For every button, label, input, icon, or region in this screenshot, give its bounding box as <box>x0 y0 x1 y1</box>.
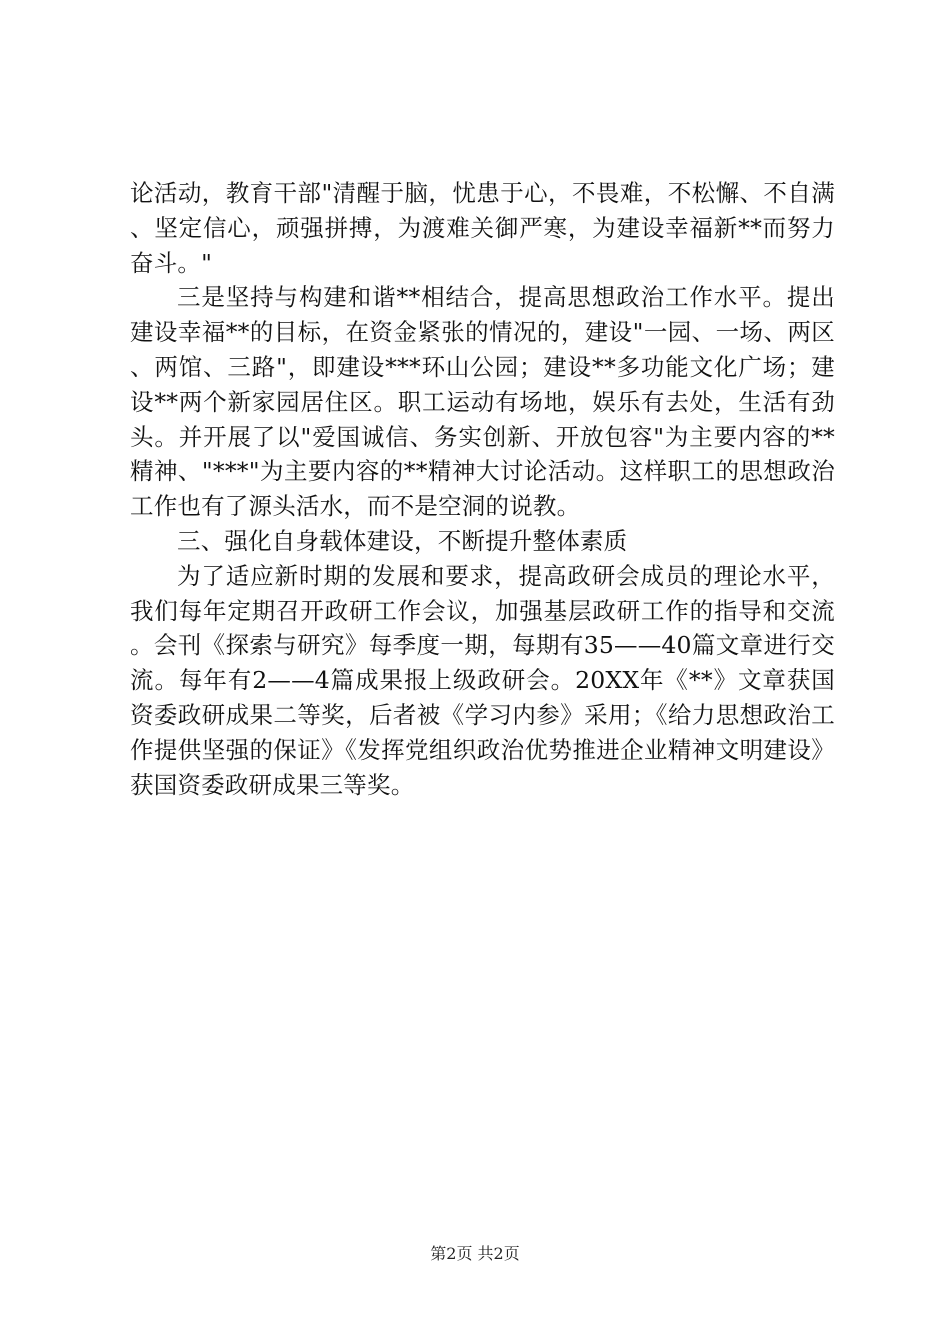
paragraph-3: 为了适应新时期的发展和要求，提高政研会成员的理论水平，我们每年定期召开政研工作会议，加强基层政研工作的指导和交流。会刊《探索与研究》每季度一期，每期有35——40篇文章进行交流。每年有2——4篇成果报上级政研会。20XX年《**》文章获国资委政研成果二等奖，后者被《学习内参》采用；《给力思想政治工作提供坚强的保证》《发挥党组织政治优势推进企业精神文明建设》获国资委政研成果三等奖。 <box>130 561 835 799</box>
section-heading: 三、强化自身载体建设，不断提升整体素质 <box>177 526 628 555</box>
paragraph-1: 论活动，教育干部"清醒于脑，忧患于心，不畏难，不松懈、不自满、坚定信心，顽强拼搏，为渡难关御严寒，为建设幸福新**而努力奋斗。" <box>130 179 835 277</box>
page-footer: 第2页 共2页 <box>430 1244 520 1263</box>
document-body <box>130 176 835 802</box>
paragraph-2: 三是坚持与构建和谐**相结合，提高思想政治工作水平。提出建设幸福**的目标，在资金紧张的情况的，建设"一园、一场、两区、两馆、三路"，即建设***环山公园；建设**多功能文化广场；建设**两个新家园居住区。职工运动有场地，娱乐有去处，生活有劲头。并开展了以"爱国诚信、务实创新、开放包容"为主要内容的**精神、"***"为主要内容的**精神大讨论活动。这样职工的思想政治工作也有了源头活水，而不是空洞的说教。 <box>130 283 835 521</box>
